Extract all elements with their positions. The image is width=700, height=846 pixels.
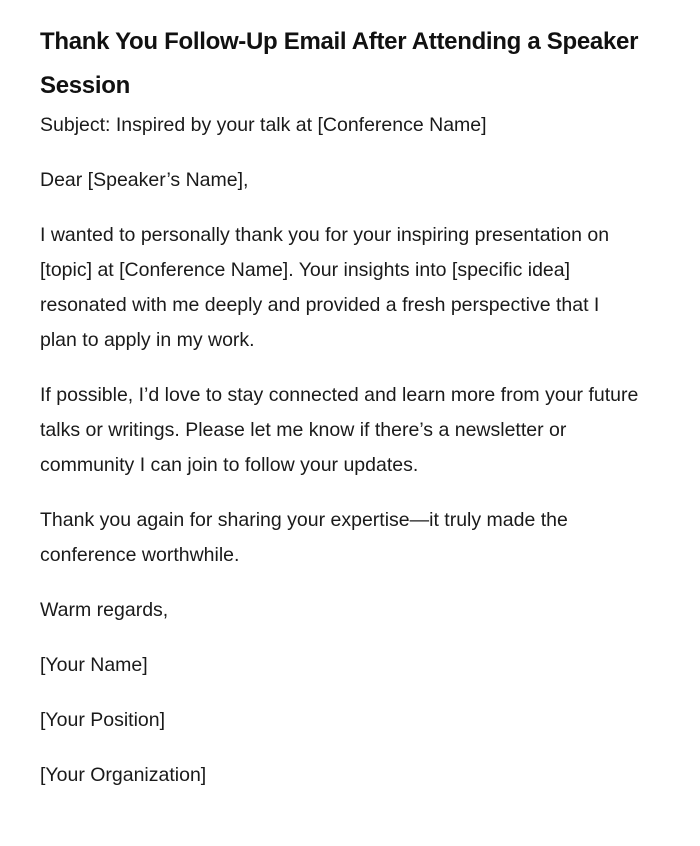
- document-title: Thank You Follow-Up Email After Attending a Speaker Session: [40, 28, 639, 99]
- signature-name: [Your Name]: [40, 654, 148, 676]
- email-paragraph-3: Thank you again for sharing your expertise—it truly made the conference worthwhile.: [40, 509, 568, 566]
- email-subject: Subject: Inspired by your talk at [Conference Name]: [40, 114, 487, 136]
- email-paragraph-2: If possible, I’d love to stay connected and learn more from your future talks or writings. Please let me know if there’s a newsletter or community I can join to follow your updates.: [40, 384, 639, 476]
- email-paragraph-1: I wanted to personally thank you for your inspiring presentation on [topic] at [Conference Name]. Your insights into [specific idea] resonated with me deeply and provided a fresh perspective that I plan to apply in my work.: [40, 224, 610, 351]
- email-body: [40, 108, 640, 793]
- email-closing: Warm regards,: [40, 599, 169, 621]
- signature-organization: [Your Organization]: [40, 764, 207, 786]
- email-greeting: Dear [Speaker’s Name],: [40, 169, 249, 191]
- signature-position: [Your Position]: [40, 709, 166, 731]
